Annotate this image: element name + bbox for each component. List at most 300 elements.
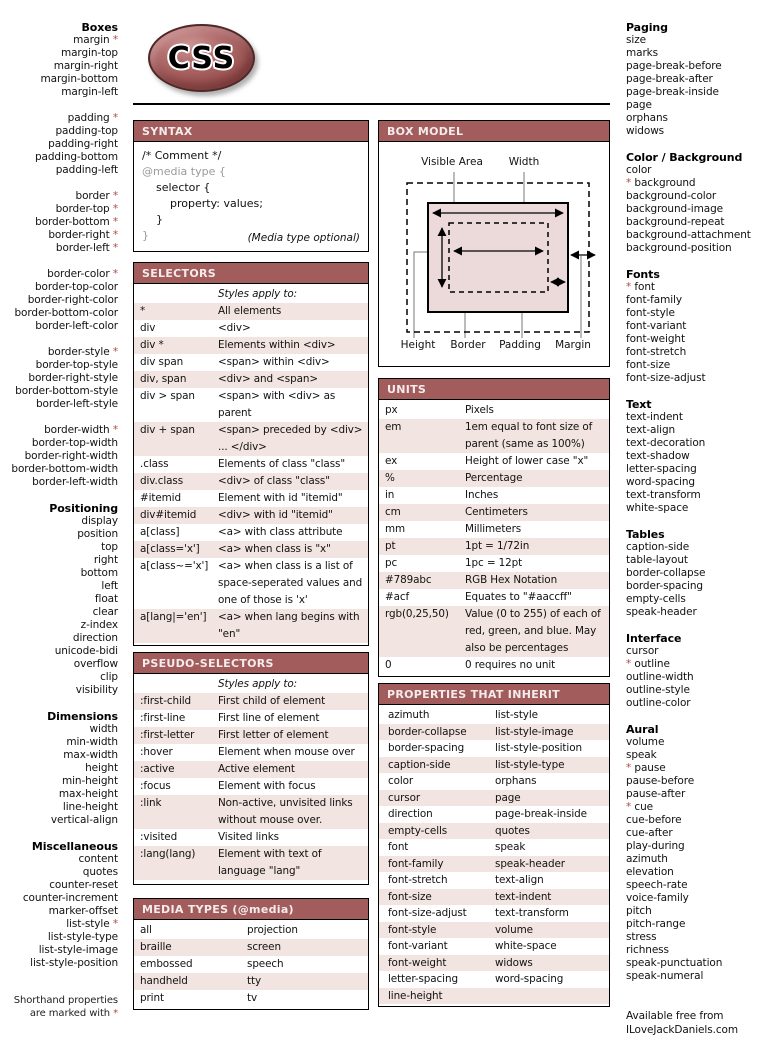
property-item: border-right * xyxy=(48,229,118,241)
property-item: height xyxy=(85,762,118,774)
selector-description: Element with id "itemid" xyxy=(218,492,343,504)
inherit-left: empty-cells xyxy=(388,824,448,837)
property-item: left xyxy=(101,580,118,592)
property-item: font-weight xyxy=(626,333,685,345)
section-title: Boxes xyxy=(81,21,118,34)
pseudo-description: First child of element xyxy=(218,695,326,707)
pseudo-description: Element with text of language "lang" xyxy=(218,848,322,877)
label-width: Width xyxy=(508,156,540,168)
media-types-table xyxy=(133,919,369,1010)
pseudo-description: Element when mouse over xyxy=(218,746,355,758)
unit-term: em xyxy=(385,421,402,433)
syntax-line: selector { xyxy=(156,181,211,194)
property-item: speak-header xyxy=(626,606,697,618)
unit-description: Inches xyxy=(465,489,499,501)
unit-description: 1pt = 1/72in xyxy=(465,540,530,552)
selector-row xyxy=(134,490,368,507)
shorthand-asterisk: * xyxy=(112,268,118,280)
inherit-left: font-variant xyxy=(388,940,448,952)
property-item: text-indent xyxy=(626,411,683,423)
property-item: content xyxy=(78,853,118,865)
inherit-table xyxy=(378,704,610,1007)
box-model-diagram xyxy=(378,141,610,367)
unit-description: Millimeters xyxy=(465,523,522,535)
property-item: white-space xyxy=(626,502,689,514)
property-item: elevation xyxy=(626,866,674,878)
property-item: volume xyxy=(626,736,665,748)
property-item: border-bottom-style xyxy=(15,385,118,397)
selector-row xyxy=(134,473,368,490)
label-border: Border xyxy=(450,339,486,351)
unit-description: Value (0 to 255) of each of red, green, and blue. May also be percentages xyxy=(465,608,601,654)
property-item: page xyxy=(626,99,652,111)
property-item: font-style xyxy=(626,307,675,319)
selector-row xyxy=(134,541,368,558)
selectors-panel xyxy=(133,262,369,646)
inherit-row xyxy=(379,823,609,840)
shorthand-asterisk: * xyxy=(112,216,118,228)
selector-row xyxy=(134,507,368,524)
inherit-right: list-style-image xyxy=(495,725,574,738)
inherit-right: page-break-inside xyxy=(495,808,587,820)
selector-description: <span> within <div> xyxy=(218,356,330,368)
unit-description: Height of lower case "x" xyxy=(465,455,589,467)
media-types-panel-header: MEDIA TYPES (@media) xyxy=(133,898,369,920)
selector-row xyxy=(134,303,368,320)
section-title: Dimensions xyxy=(47,710,118,723)
pseudo-term: :focus xyxy=(140,780,171,792)
selector-description: <a> when lang begins with "en" xyxy=(218,611,360,640)
attribution xyxy=(626,1009,763,1037)
inherit-right xyxy=(495,988,609,1005)
units-panel xyxy=(378,378,610,677)
property-item: counter-reset xyxy=(49,879,118,891)
unit-description: RGB Hex Notation xyxy=(465,574,558,586)
pseudo-description: Active element xyxy=(218,763,295,775)
unit-row xyxy=(379,487,609,504)
inherit-row xyxy=(379,773,609,790)
property-item: padding-top xyxy=(55,125,118,137)
section-title: Color / Background xyxy=(626,151,743,164)
shorthand-asterisk: * xyxy=(626,658,632,670)
inherit-row xyxy=(379,971,609,988)
selector-row xyxy=(134,320,368,337)
property-item: float xyxy=(94,593,118,605)
pseudo-description: Element with focus xyxy=(218,780,316,792)
label-padding: Padding xyxy=(499,339,541,351)
property-item: stress xyxy=(626,931,657,943)
property-section xyxy=(0,268,118,333)
unit-row xyxy=(379,657,609,674)
selector-description: Elements within <div> xyxy=(218,339,336,351)
media-type-right: projection xyxy=(247,924,298,936)
property-section xyxy=(0,346,118,411)
selector-row xyxy=(134,524,368,541)
property-item: page-break-before xyxy=(626,60,722,72)
property-item: outline-width xyxy=(626,671,694,683)
syntax-line: } xyxy=(142,229,149,242)
unit-term: pc xyxy=(385,557,398,569)
pseudo-term: :first-line xyxy=(140,712,186,724)
inherit-right: page xyxy=(495,791,521,804)
shorthand-asterisk: * xyxy=(626,801,632,813)
property-item: background-image xyxy=(626,203,723,215)
property-item: border-collapse xyxy=(626,567,706,579)
property-item: border-right-width xyxy=(24,450,118,462)
property-item: size xyxy=(626,34,646,46)
property-item: top xyxy=(101,541,118,553)
inherit-row xyxy=(379,724,609,741)
pseudo-term: :link xyxy=(140,797,162,809)
section-title: Paging xyxy=(626,21,668,34)
inherit-right: text-indent xyxy=(495,890,552,903)
shorthand-asterisk: * xyxy=(113,1008,118,1019)
inherit-row xyxy=(379,922,609,939)
unit-row xyxy=(379,521,609,538)
property-item: border-top-width xyxy=(31,437,118,449)
selector-description: All elements xyxy=(218,305,282,317)
pseudo-selector-row xyxy=(134,846,368,880)
selector-term: .class xyxy=(140,458,169,470)
property-item: list-style-position xyxy=(30,957,118,969)
shorthand-asterisk: * xyxy=(112,34,118,46)
unit-row xyxy=(379,589,609,606)
pseudo-term: :first-child xyxy=(140,695,192,707)
inherit-row xyxy=(379,872,609,889)
property-item: background-color xyxy=(626,190,717,202)
property-item: max-width xyxy=(63,749,118,761)
property-item: orphans xyxy=(626,112,668,124)
right-property-list xyxy=(626,8,763,1037)
selector-row xyxy=(134,354,368,371)
section-title: Positioning xyxy=(49,502,118,515)
section-title: Tables xyxy=(626,528,665,541)
inherit-left: font-family xyxy=(388,857,444,870)
property-item: cue-before xyxy=(626,814,682,826)
media-type-left: print xyxy=(140,992,164,1004)
property-item: background-repeat xyxy=(626,216,725,228)
selector-description: <div> xyxy=(218,322,251,334)
pseudo-selector-row xyxy=(134,727,368,744)
syntax-line: @media type { xyxy=(142,165,226,178)
property-item: padding-bottom xyxy=(34,151,118,163)
inherit-right: quotes xyxy=(495,824,530,837)
shorthand-asterisk: * xyxy=(626,177,632,189)
inherit-row xyxy=(379,806,609,823)
property-item: empty-cells xyxy=(626,593,686,605)
inherit-row xyxy=(379,707,609,724)
media-type-row xyxy=(134,939,368,956)
shorthand-note xyxy=(0,994,118,1020)
unit-term: #acf xyxy=(385,591,410,603)
inherit-right: text-align xyxy=(495,874,544,886)
pseudo-selector-row xyxy=(134,710,368,727)
unit-term: mm xyxy=(385,523,406,535)
inherit-right: white-space xyxy=(495,940,557,952)
inherit-panel-header: PROPERTIES THAT INHERIT xyxy=(378,683,610,705)
pseudo-selectors-panel-header: PSEUDO-SELECTORS xyxy=(133,652,369,674)
inherit-left: azimuth xyxy=(388,709,430,721)
selector-term: div, span xyxy=(140,373,187,385)
shorthand-asterisk: * xyxy=(626,762,632,774)
property-item: border-left-style xyxy=(35,398,118,410)
selector-term: div.class xyxy=(140,475,184,487)
inherit-left: font-stretch xyxy=(388,874,448,886)
property-item: text-align xyxy=(626,424,676,436)
property-item: page-break-after xyxy=(626,73,713,85)
inherit-row xyxy=(379,988,609,1005)
property-item: max-height xyxy=(58,788,118,800)
inherit-left: font-size xyxy=(388,890,432,903)
syntax-code-block xyxy=(133,141,369,252)
property-section xyxy=(0,21,118,99)
property-section xyxy=(0,424,118,489)
unit-description: Percentage xyxy=(465,472,523,484)
unit-term: pt xyxy=(385,540,396,552)
media-type-row xyxy=(134,922,368,939)
selector-row xyxy=(134,456,368,473)
pseudo-description: First letter of element xyxy=(218,729,329,741)
property-item: clear xyxy=(92,606,118,618)
property-item: padding-left xyxy=(55,164,118,176)
pseudo-term: :visited xyxy=(140,831,178,843)
property-item: outline-color xyxy=(626,697,691,709)
selector-description: <span> preceded by <div> ... </div> xyxy=(218,424,363,453)
property-item: overflow xyxy=(73,658,118,670)
property-item: border-style * xyxy=(47,346,118,358)
media-type-right: tv xyxy=(247,992,258,1004)
property-item: direction xyxy=(72,632,118,644)
selector-description: <a> when class is "x" xyxy=(218,543,331,555)
shorthand-asterisk: * xyxy=(626,281,632,293)
pseudo-column-header: Styles apply to: xyxy=(218,678,298,690)
property-item: speak-punctuation xyxy=(626,957,723,969)
property-item: color xyxy=(626,164,652,176)
box-model-panel xyxy=(378,120,610,367)
left-property-list xyxy=(0,8,118,1020)
pseudo-term: :hover xyxy=(140,746,173,758)
selector-description: Elements of class "class" xyxy=(218,458,346,470)
css-logo xyxy=(148,24,255,92)
property-item: caption-side xyxy=(626,541,690,553)
unit-row xyxy=(379,538,609,555)
inherit-left: caption-side xyxy=(388,758,451,771)
syntax-line: property: values; xyxy=(170,197,263,210)
shorthand-asterisk: * xyxy=(112,424,118,436)
selector-term: a[class~='x'] xyxy=(140,560,209,572)
css-logo-text: CSS xyxy=(167,40,236,76)
property-item: cursor xyxy=(626,645,659,657)
unit-description: 0 requires no unit xyxy=(465,659,556,671)
property-item: counter-increment xyxy=(22,892,118,904)
property-item: list-style * xyxy=(66,918,118,930)
property-item: border-left * xyxy=(55,242,118,254)
shorthand-asterisk: * xyxy=(112,229,118,241)
selector-row xyxy=(134,371,368,388)
unit-row xyxy=(379,402,609,419)
unit-row xyxy=(379,555,609,572)
property-item: border-top-style xyxy=(35,359,118,371)
selector-term: a[class] xyxy=(140,526,180,538)
property-item: width xyxy=(89,723,118,735)
selector-row xyxy=(134,422,368,456)
property-item: widows xyxy=(626,125,665,137)
syntax-note: (Media type optional) xyxy=(247,232,360,244)
pseudo-selectors-table xyxy=(133,673,369,885)
property-item: unicode-bidi xyxy=(54,645,118,657)
section-title: Miscellaneous xyxy=(31,840,118,853)
property-item: marker-offset xyxy=(48,905,118,917)
property-section xyxy=(0,840,118,970)
unit-term: % xyxy=(385,472,395,484)
inherit-left: direction xyxy=(388,808,433,820)
unit-row xyxy=(379,453,609,470)
inherit-right: word-spacing xyxy=(495,973,564,985)
selector-term: div span xyxy=(140,356,184,368)
property-section xyxy=(626,723,763,983)
property-item: * background xyxy=(626,177,696,189)
property-item: pause-before xyxy=(626,775,695,787)
right-sections xyxy=(626,21,763,983)
inherit-left: border-collapse xyxy=(388,725,467,738)
inherit-row xyxy=(379,740,609,757)
property-item: * font xyxy=(626,281,655,293)
media-type-left: embossed xyxy=(140,958,193,970)
property-item: pitch-range xyxy=(626,918,686,930)
unit-term: 0 xyxy=(385,659,392,671)
property-item: page-break-inside xyxy=(626,86,719,98)
pseudo-term: :first-letter xyxy=(140,729,195,741)
inherit-row xyxy=(379,757,609,774)
selectors-table xyxy=(133,283,369,646)
property-item: margin-left xyxy=(61,86,118,98)
inherit-right: speak xyxy=(495,841,526,853)
property-item: marks xyxy=(626,47,659,59)
property-item: padding * xyxy=(67,112,118,124)
property-item: azimuth xyxy=(626,853,668,865)
media-type-right: screen xyxy=(247,941,281,953)
shorthand-asterisk: * xyxy=(112,346,118,358)
inherit-row xyxy=(379,938,609,955)
property-section xyxy=(626,528,763,619)
selector-term: #itemid xyxy=(140,492,181,504)
property-item: * cue xyxy=(626,801,653,813)
pseudo-selector-row xyxy=(134,761,368,778)
shorthand-note-line1: Shorthand properties xyxy=(13,995,118,1006)
property-item: outline-style xyxy=(626,684,690,696)
property-section xyxy=(0,190,118,255)
pseudo-selector-row xyxy=(134,795,368,829)
media-type-row xyxy=(134,990,368,1007)
property-item: border-bottom * xyxy=(35,216,118,228)
media-type-left: handheld xyxy=(140,975,188,987)
media-type-row xyxy=(134,956,368,973)
property-item: font-size xyxy=(626,359,671,371)
property-item: * pause xyxy=(626,762,666,774)
selector-term: div + span xyxy=(140,424,195,436)
selector-description: <div> and <span> xyxy=(218,373,318,385)
shorthand-note-line2: are marked with * xyxy=(29,1008,118,1019)
property-item: speech-rate xyxy=(626,879,688,891)
property-item: border-color * xyxy=(47,268,118,280)
units-table xyxy=(378,399,610,677)
pseudo-selector-row xyxy=(134,693,368,710)
property-section xyxy=(626,632,763,710)
inherit-panel xyxy=(378,683,610,1007)
property-item: margin-bottom xyxy=(40,73,118,85)
shorthand-asterisk: * xyxy=(112,918,118,930)
selector-description: <span> with <div> as parent xyxy=(218,390,336,419)
property-item: pitch xyxy=(626,905,652,917)
unit-term: rgb(0,25,50) xyxy=(385,608,449,620)
label-margin: Margin xyxy=(555,339,591,351)
inherit-right: widows xyxy=(495,956,533,969)
property-item: margin-right xyxy=(53,60,118,72)
property-item: right xyxy=(93,554,118,566)
property-item: min-height xyxy=(61,775,118,787)
property-item: quotes xyxy=(82,866,118,878)
property-item: border-top * xyxy=(55,203,118,215)
shorthand-asterisk: * xyxy=(112,190,118,202)
selector-row xyxy=(134,337,368,354)
selector-description: <a> when class is a list of space-seperated values and one of those is 'x' xyxy=(218,560,363,606)
inherit-row xyxy=(379,905,609,922)
selector-row xyxy=(134,558,368,609)
inherit-row xyxy=(379,856,609,873)
divider-line xyxy=(133,103,610,105)
media-types-panel xyxy=(133,898,369,1010)
selector-term: div > span xyxy=(140,390,195,402)
property-section xyxy=(626,21,763,138)
property-item: position xyxy=(77,528,118,540)
property-item: background-position xyxy=(626,242,732,254)
unit-term: px xyxy=(385,404,398,416)
unit-description: 1pc = 12pt xyxy=(465,557,523,569)
inherit-right: speak-header xyxy=(495,857,565,870)
selector-row xyxy=(134,609,368,643)
pseudo-selector-row xyxy=(134,744,368,761)
pseudo-term: :active xyxy=(140,763,175,775)
unit-row xyxy=(379,606,609,657)
selector-term: div * xyxy=(140,339,164,351)
units-panel-header: UNITS xyxy=(378,378,610,400)
property-section xyxy=(626,151,763,255)
property-section xyxy=(626,268,763,385)
section-title: Aural xyxy=(626,723,659,736)
unit-description: Equates to "#aaccff" xyxy=(465,591,572,603)
property-item: border-right-style xyxy=(28,372,118,384)
property-item: min-width xyxy=(66,736,118,748)
inherit-left: font-style xyxy=(388,923,437,936)
inherit-row xyxy=(379,790,609,807)
selector-term: div xyxy=(140,322,156,334)
selectors-panel-header: SELECTORS xyxy=(133,262,369,284)
inherit-row xyxy=(379,839,609,856)
inherit-left: cursor xyxy=(388,791,421,804)
property-item: border-top-color xyxy=(34,281,118,293)
selector-description: <a> with class attribute xyxy=(218,526,343,538)
property-section xyxy=(0,502,118,697)
unit-row xyxy=(379,572,609,589)
property-item: font-stretch xyxy=(626,346,687,358)
selector-description: <div> of class "class" xyxy=(218,475,330,487)
property-item: speak xyxy=(626,749,657,761)
unit-row xyxy=(379,470,609,487)
left-sections xyxy=(0,21,118,970)
property-item: border-width * xyxy=(44,424,118,436)
selector-term: a[class='x'] xyxy=(140,543,200,555)
inherit-left: line-height xyxy=(388,989,443,1002)
